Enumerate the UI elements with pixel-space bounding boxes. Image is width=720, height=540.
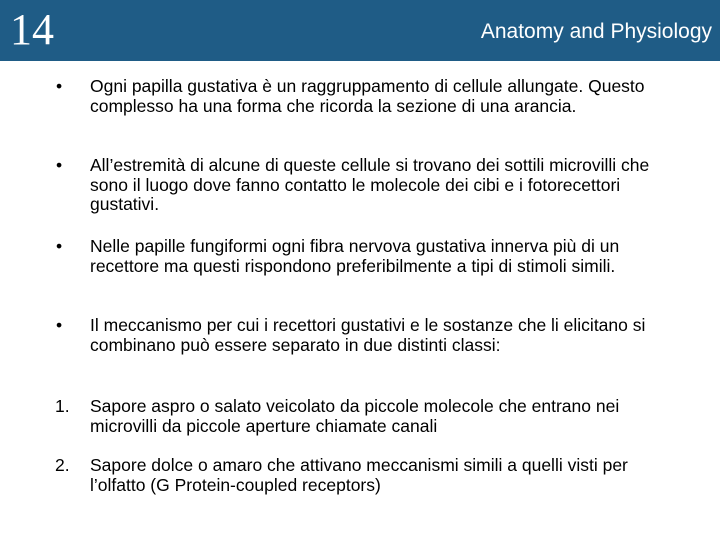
number-marker: 1. bbox=[55, 396, 70, 416]
slide-header bbox=[0, 0, 720, 61]
bullet-marker: • bbox=[56, 76, 63, 96]
slide-number: 14 bbox=[10, 5, 54, 54]
bullet-marker: • bbox=[56, 315, 63, 335]
bullet-marker: • bbox=[56, 155, 63, 175]
bullet-text: Il meccanismo per cui i recettori gustativi e le sostanze che li elicitano si combinano può essere separato in due distinti classi: bbox=[90, 315, 646, 355]
course-title: Anatomy and Physiology bbox=[480, 20, 712, 43]
numbered-text: Sapore dolce o amaro che attivano meccanismi simili a quelli visti per l’olfatto (G Protein-coupled receptors) bbox=[90, 455, 628, 495]
numbered-text: Sapore aspro o salato veicolato da piccole molecole che entrano nei microvilli da piccole aperture chiamate canali bbox=[90, 396, 620, 436]
bullet-marker: • bbox=[56, 236, 63, 256]
bullet-text: All’estremità di alcune di queste cellule si trovano dei sottili microvilli che sono il luogo dove fanno contatto le molecole dei cibi e i fotorecettori gustativi. bbox=[90, 155, 650, 214]
bullet-text: Ogni papilla gustativa è un raggruppamento di cellule allungate. Questo complesso ha una forma che ricorda la sezione di una arancia. bbox=[90, 76, 645, 116]
number-marker: 2. bbox=[55, 455, 70, 475]
bullet-text: Nelle papille fungiformi ogni fibra nervova gustativa innerva più di un recettore ma questi rispondono preferibilmente a tipi di stimoli simili. bbox=[90, 236, 620, 276]
